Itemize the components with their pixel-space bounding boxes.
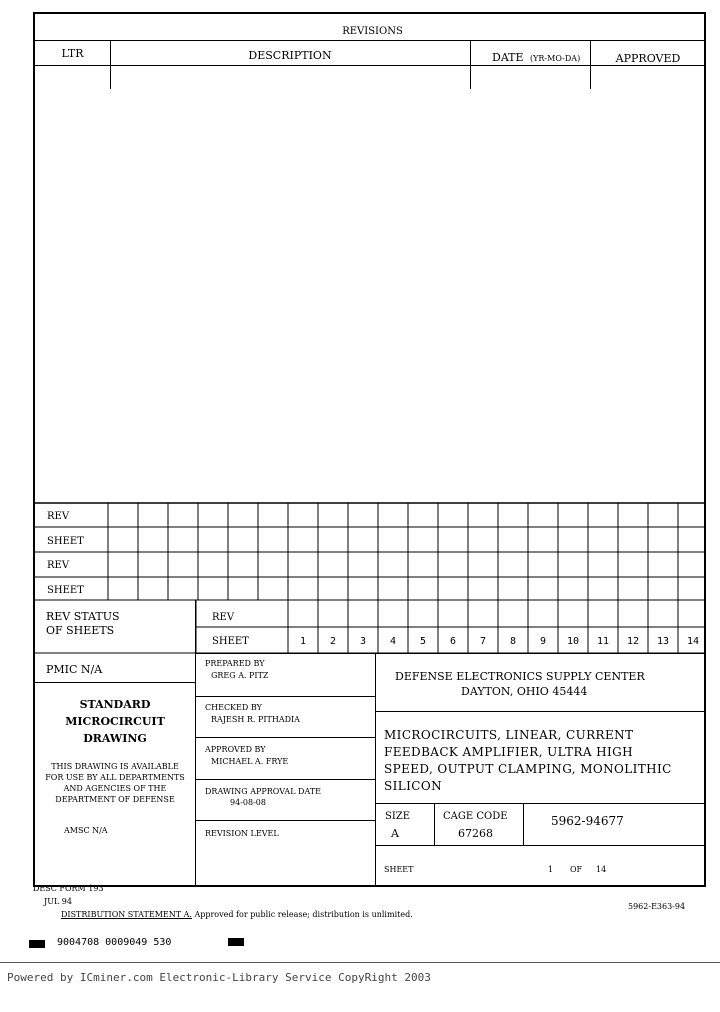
- grid-row-label-rev-1: REV: [47, 511, 70, 522]
- footer-rule: [0, 962, 720, 963]
- agency-rule: [376, 711, 706, 712]
- revision-level-label: REVISION LEVEL: [205, 829, 279, 838]
- sheet-number-13: 13: [656, 636, 670, 647]
- sheet-label: SHEET: [384, 865, 414, 874]
- size-value: A: [391, 827, 399, 840]
- signature-rule: [196, 696, 376, 697]
- sheet-number-10: 10: [566, 636, 580, 647]
- form-number: 5962-E363-94: [628, 902, 686, 911]
- distribution-text: Approved for public release; distribution is unlimited.: [191, 910, 413, 919]
- barcode-text: 9004708 0009049 530: [57, 937, 172, 948]
- desc-form-date: JUL 94: [44, 897, 72, 906]
- size-label: SIZE: [385, 811, 411, 822]
- sheet-number: 1: [548, 865, 554, 874]
- sheet-number-9: 9: [539, 636, 547, 647]
- sheet-number-8: 8: [509, 636, 517, 647]
- signature-rule: [196, 737, 376, 738]
- cage-value: 67268: [458, 827, 493, 840]
- sheet-number-5: 5: [419, 636, 427, 647]
- sheet-number-1: 1: [299, 636, 307, 647]
- sheet-number-14: 14: [686, 636, 700, 647]
- approval-date: 94-08-08: [230, 798, 266, 807]
- rev-status-label: REV STATUS OF SHEETS: [46, 610, 120, 637]
- sheet-number-3: 3: [359, 636, 367, 647]
- distribution-label: DISTRIBUTION STATEMENT A.: [61, 910, 192, 919]
- col-approved: APPROVED: [615, 52, 681, 65]
- rev-status-sheet-label: SHEET: [212, 636, 249, 647]
- sheet-total: 14: [596, 865, 607, 874]
- signature-divider: [375, 653, 376, 886]
- sheet-number-4: 4: [389, 636, 397, 647]
- size-rule: [376, 845, 706, 846]
- pmic-rule: [35, 682, 196, 683]
- sheet-number-2: 2: [329, 636, 337, 647]
- prepared-name: GREG A. PITZ: [211, 671, 269, 680]
- approved-label: APPROVED BY: [205, 745, 266, 754]
- grid-row-label-sheet-2: SHEET: [47, 585, 84, 596]
- title-rule: [376, 803, 706, 804]
- barcode-block-right: [228, 938, 244, 946]
- drawing-number: 5962-94677: [551, 814, 624, 828]
- agency-city: DAYTON, OHIO 45444: [461, 685, 588, 698]
- prepared-label: PREPARED BY: [205, 659, 265, 668]
- sheet-number-12: 12: [626, 636, 640, 647]
- amsc: AMSC N/A: [64, 826, 108, 835]
- sheet-number-6: 6: [449, 636, 457, 647]
- grid-row-label-sheet-1: SHEET: [47, 536, 84, 547]
- sheet-number-7: 7: [479, 636, 487, 647]
- revisions-title: REVISIONS: [342, 26, 403, 37]
- signature-top-rule: [196, 653, 706, 654]
- sheet-of: OF: [570, 865, 583, 874]
- size-divider: [434, 803, 435, 845]
- availability-note: THIS DRAWING IS AVAILABLE FOR USE BY ALL DEPARTMENTS AND AGENCIES OF THE DEPARTMENT OF DEFENSE: [45, 762, 185, 804]
- agency-name: DEFENSE ELECTRONICS SUPPLY CENTER: [395, 670, 645, 683]
- drawing-title: MICROCIRCUITS, LINEAR, CURRENT FEEDBACK AMPLIFIER, ULTRA HIGH SPEED, OUTPUT CLAMPING, MONOLITHIC SILICON: [384, 728, 672, 793]
- standard-title: STANDARD MICROCIRCUIT DRAWING: [65, 698, 165, 745]
- col-ltr: LTR: [61, 47, 84, 60]
- checked-name: RAJESH R. PITHADIA: [211, 715, 300, 724]
- col-description: DESCRIPTION: [248, 49, 332, 62]
- cage-label: CAGE CODE: [443, 811, 508, 822]
- grid-row-label-rev-2: REV: [47, 560, 70, 571]
- cage-divider: [523, 803, 524, 845]
- desc-form: DESC FORM 193: [33, 884, 104, 893]
- col-date: DATE: [492, 51, 524, 64]
- checked-label: CHECKED BY: [205, 703, 262, 712]
- left-block-divider: [195, 600, 196, 886]
- col-date-format: (YR-MO-DA): [530, 54, 581, 63]
- approval-date-label: DRAWING APPROVAL DATE: [205, 787, 321, 796]
- sheet-number-11: 11: [596, 636, 610, 647]
- signature-rule: [196, 779, 376, 780]
- rev-status-rev-label: REV: [212, 612, 235, 623]
- signature-rule: [196, 820, 376, 821]
- barcode-block-left: [29, 940, 45, 948]
- pmic: PMIC N/A: [46, 663, 103, 676]
- distribution-statement: [61, 911, 413, 919]
- powered-by: Powered by ICminer.com Electronic-Library Service CopyRight 2003: [7, 971, 431, 984]
- approved-name: MICHAEL A. FRYE: [211, 757, 289, 766]
